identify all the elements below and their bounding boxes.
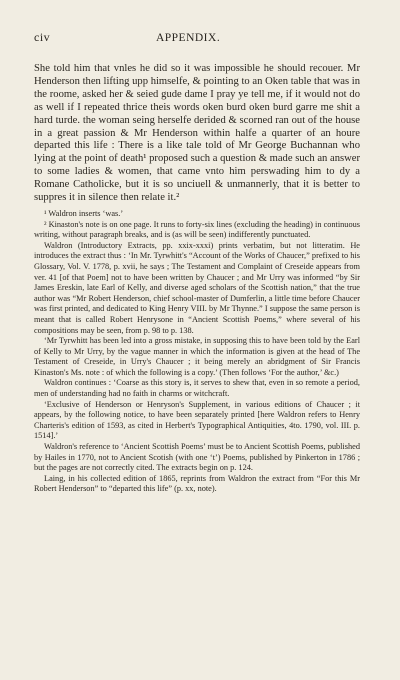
footnote-paragraph: Waldron (Introductory Extracts, pp. xxix-xxxi) prints verbatim, but not litteratim. He introduces the extract thus : ‘In Mr. Tyrwhitt's “Account of the Works of Chaucer,” prefixed to his Glossary, Vol. V. 1778, p. xvii, he says ; The Testament and Complaint of Creseide appears from ver. 41 [of that Poem] not to have been written by Chaucer ; and Mr Urry was informed “by Sir James Ereskin, late Earl of Kelly, and diverse aged scholars of the Scottish nation,” that the true author was “Mr Robert Henderson, chief school-master of Dumferlin, a little time before Chaucer was first printed, and dedicated to King Henry VIII. by Mr Thynne.” I suppose the same person is meant that is called Robert Henrysone in “Ancient Scottish Poems,” where several of his compositions may be seen, from p. 98 to p. 138. <box>34 240 360 335</box>
running-head <box>34 30 360 45</box>
footnote-paragraph: ‘Exclusive of Henderson or Henryson's Supplement, in various editions of Chaucer ; it appears, by the following notice, to have been separately printed [here Waldron refers to Henry Charteris's edition of 1593, as cited in Herbert's Typographical Antiquities, 4to. 1790, vol. III. p. 1514].’ <box>34 399 360 441</box>
page-number: civ <box>34 30 51 44</box>
footnote-2: ² Kinaston's note is on one page. It runs to forty-six lines (excluding the heading) in continuous writing, without paragraph breaks, and is (as will be seen) indifferently punctuated. <box>34 219 360 240</box>
footnote-1: ¹ Waldron inserts ‘was.’ <box>44 208 124 218</box>
running-title: APPENDIX. <box>155 32 221 44</box>
footnote-paragraph: ‘Mr Tyrwhitt has been led into a gross mistake, in supposing this to have been told by the Earl of Kelly to Mr Urry, by the vague manner in which the information is given at the head of The Testament of Creseide, in Urry's Chaucer ; it being merely an abridgment of Sir Francis Kinaston's Ms. note : of which the following is a copy.’ (Then follows ‘For the author,’ &c.) <box>34 336 360 377</box>
footnote-paragraph: Laing, in his collected edition of 1865, reprints from Waldron the extract from “For this Mr Robert Henderson” to “departed this life” (p. xx, note). <box>34 473 360 494</box>
footnote-paragraph: Waldron continues : ‘Coarse as this story is, it serves to shew that, even in so remote a period, men of understanding had no faith in charms or witchcraft. <box>34 378 360 399</box>
main-text: She told him that vnles he did so it was impossible he should recouer. Mr Henderson then lifting upp himselfe, & pointing to an Oken table that was in the roome, asked her & seied gude dame I pray ye tell me, if it would not do as well if I repeated thrice theis words oken burd oken burd garre me shit a hard turde. the woman seing herselfe derided & scorned ran out of the house in a great passion & Mr Henderson within halfe a quarter of an houre departed this life : There is a like tale told of Mr George Buchannan who lying at the point of death¹ proposed such a question & made such an answer to some ladies & women, that came vnto him perswading him to dy a Romane Catholicke, but it is so unciuell & unmannerly, that it is better to suppres it in silence then relate it.² <box>34 63 360 204</box>
footnotes <box>34 209 360 495</box>
footnote-paragraph: Waldron's reference to ‘Ancient Scottish Poems’ must be to Ancient Scottish Poems, published by Hailes in 1770, not to Ancient Scotish (with one ‘t’) Poems, published by Pinkerton in 1786 ; but the pages are not correctly cited. The extracts begin on p. 124. <box>34 442 360 473</box>
